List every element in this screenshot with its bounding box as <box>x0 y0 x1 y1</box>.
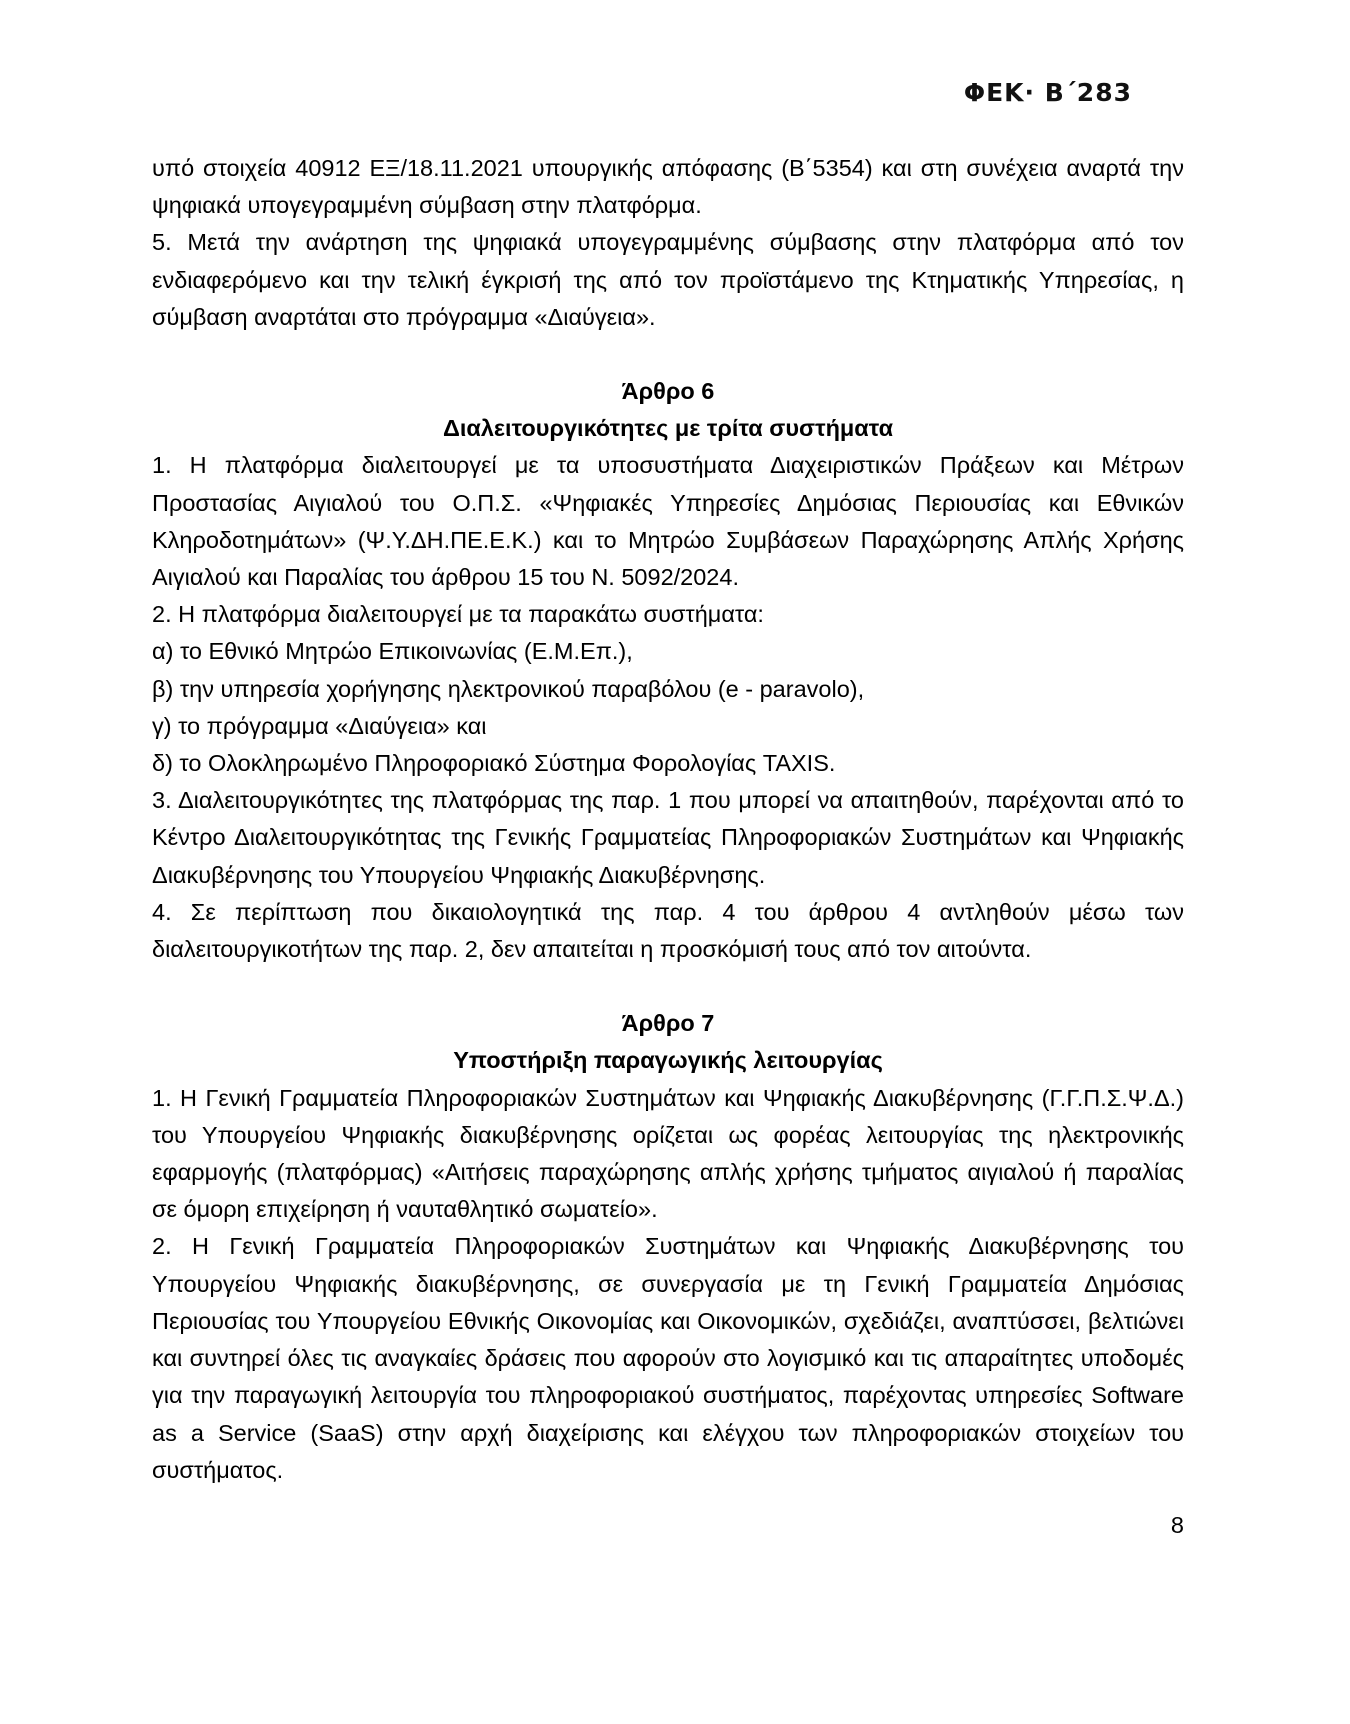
gazette-header-reference: ΦΕΚ· Β΄283 <box>963 78 1132 107</box>
intro-paragraph-5: 5. Μετά την ανάρτηση της ψηφιακά υπογεγραμμένης σύμβασης στην πλατφόρμα από τον ενδιαφερόμενο και την τελική έγκρισή της από τον προϊστάμενο της Κτηματικής Υπηρεσίας, η σύμβαση αναρτάται στο πρόγραμμα «Διαύγεια». <box>152 229 1184 330</box>
article-6-item-b: β) την υπηρεσία χορήγησης ηλεκτρονικού παραβόλου (e - paravolo), <box>152 675 865 702</box>
intro-paragraph-continuation: υπό στοιχεία 40912 ΕΞ/18.11.2021 υπουργικής απόφασης (Β΄5354) και στη συνέχεια αναρτά την ψηφιακά υπογεγραμμένη σύμβαση στην πλατφόρμα. <box>152 155 1184 219</box>
article-6-item-a: α) το Εθνικό Μητρώο Επικοινωνίας (Ε.Μ.Επ.), <box>152 638 633 665</box>
article-7-title: Υποστήριξη παραγωγικής λειτουργίας <box>453 1047 883 1074</box>
article-6-number: Άρθρο 6 <box>621 378 715 405</box>
article-6-title: Διαλειτουργικότητες με τρίτα συστήματα <box>442 415 894 442</box>
article-6-paragraph-1: 1. Η πλατφόρμα διαλειτουργεί με τα υποσυστήματα Διαχειριστικών Πράξεων και Μέτρων Προστασίας Αιγιαλού του Ο.Π.Σ. «Ψηφιακές Υπηρεσίες Δημόσιας Περιουσίας και Εθνικών Κληροδοτημάτων» (Ψ.Υ.ΔΗ.ΠΕ.Ε.Κ.) και το Μητρώο Συμβάσεων Παραχώρησης Απλής Χρήσης Αιγιαλού και Παραλίας του άρθρου 15 του Ν. 5092/2024. <box>152 452 1184 591</box>
article-6-paragraph-2: 2. Η πλατφόρμα διαλειτουργεί με τα παρακάτω συστήματα: <box>152 601 764 628</box>
page-number: 8 <box>1170 1512 1184 1538</box>
article-6-item-d: δ) το Ολοκληρωμένο Πληροφοριακό Σύστημα Φορολογίας TAXIS. <box>152 750 836 777</box>
article-7-paragraph-1: 1. Η Γενική Γραμματεία Πληροφοριακών Συστημάτων και Ψηφιακής Διακυβέρνησης (Γ.Γ.Π.Σ.Ψ.Δ.) του Υπουργείου Ψηφιακής διακυβέρνησης ορίζεται ως φορέας λειτουργίας της ηλεκτρονικής εφαρμογής (πλατφόρμας) «Αιτήσεις παραχώρησης απλής χρήσης τμήματος αιγιαλού ή παραλίας σε όμορη επιχείρηση ή ναυταθλητικό σωματείο». <box>152 1084 1184 1223</box>
article-6-paragraph-3: 3. Διαλειτουργικότητες της πλατφόρμας της παρ. 1 που μπορεί να απαιτηθούν, παρέχονται από το Κέντρο Διαλειτουργικότητας της Γενικής Γραμματείας Πληροφοριακών Συστημάτων και Ψηφιακής Διακυβέρνησης του Υπουργείου Ψηφιακής Διακυβέρνησης. <box>152 787 1184 888</box>
article-6-item-c: γ) το πρόγραμμα «Διαύγεια» και <box>152 712 487 739</box>
document-body <box>152 150 1184 1489</box>
article-6-paragraph-4: 4. Σε περίπτωση που δικαιολογητικά της παρ. 4 του άρθρου 4 αντληθούν μέσω των διαλειτουργικοτήτων της παρ. 2, δεν απαιτείται η προσκόμισή τους από τον αιτούντα. <box>152 898 1184 963</box>
article-7-paragraph-2: 2. Η Γενική Γραμματεία Πληροφοριακών Συστημάτων και Ψηφιακής Διακυβέρνησης του Υπουργείου Ψηφιακής διακυβέρνησης, σε συνεργασία με τη Γενική Γραμματεία Δημόσιας Περιουσίας του Υπουργείου Εθνικής Οικονομίας και Οικονομικών, σχεδιάζει, αναπτύσσει, βελτιώνει και συντηρεί όλες τις αναγκαίες δράσεις που αφορούν στο λογισμικό και τις απαραίτητες υποδομές για την παραγωγική λειτουργία του πληροφοριακού συστήματος, παρέχοντας υπηρεσίες Software as a Service (SaaS) στην αρχή διαχείρισης και ελέγχου των πληροφοριακών στοιχείων του συστήματος. <box>152 1233 1184 1483</box>
article-7-number: Άρθρο 7 <box>621 1010 715 1037</box>
